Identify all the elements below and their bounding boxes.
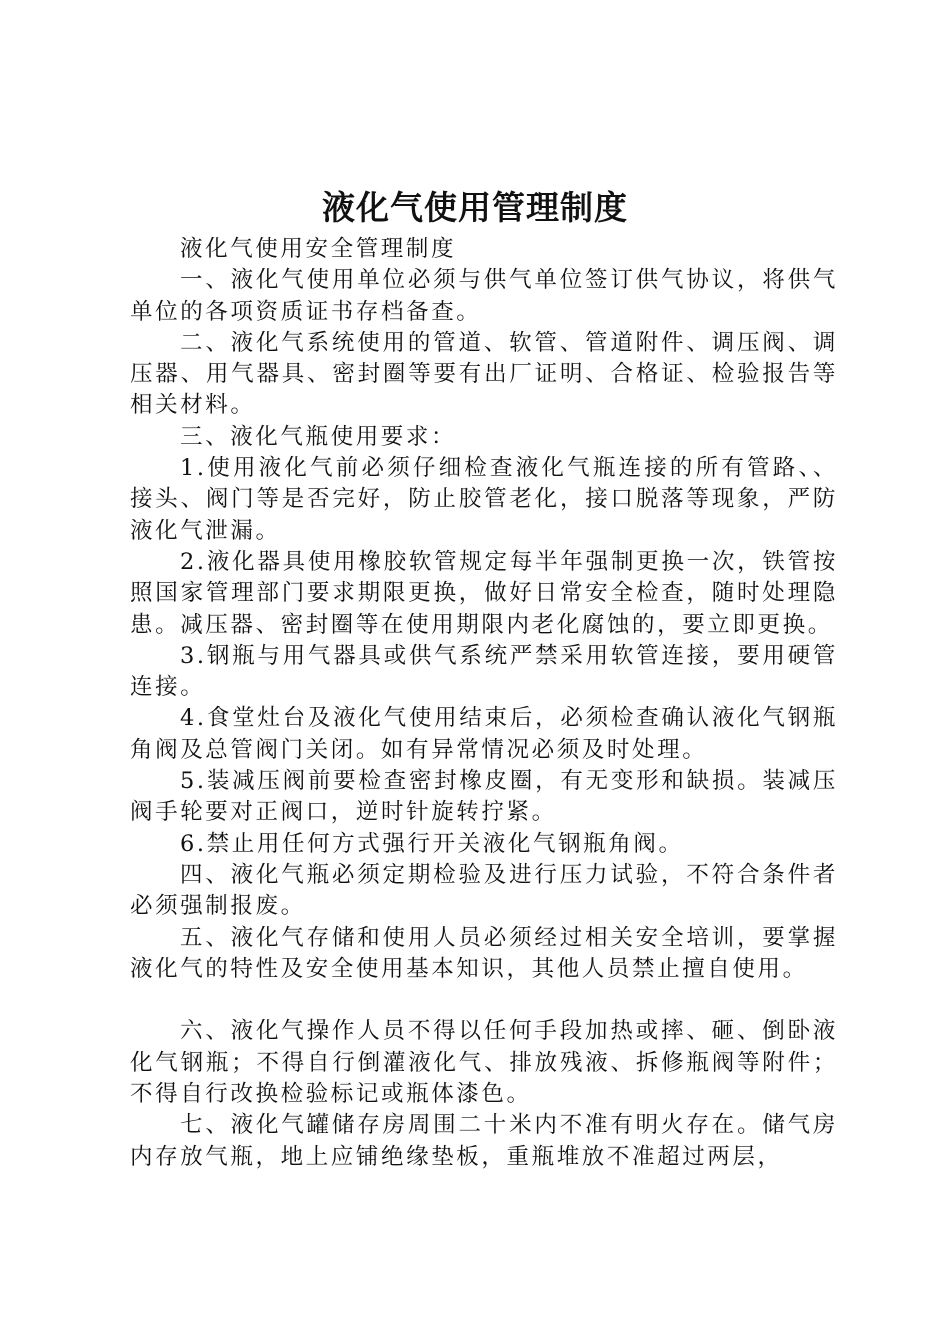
paragraph-4: 四、液化气瓶必须定期检验及进行压力试验，不符合条件者必须强制报废。: [130, 861, 838, 920]
paragraph-5: 五、液化气存储和使用人员必须经过相关安全培训，要掌握液化气的特性及安全使用基本知识，其他人员禁止擅自使用。: [130, 924, 838, 982]
paragraph-3-item-5: 5.装减压阀前要检查密封橡皮圈，有无变形和缺损。装减压阀手轮要对正阀口，逆时针旋转拧紧。: [130, 768, 838, 826]
paragraph-2: 二、液化气系统使用的管道、软管、管道附件、调压阀、调压器、用气器具、密封圈等要有出厂证明、合格证、检验报告等相关材料。: [130, 329, 838, 419]
blank-line: [130, 985, 838, 1016]
paragraph-3-item-6: 6.禁止用任何方式强行开关液化气钢瓶角阀。: [180, 830, 684, 857]
paragraph-3-item-1: 1.使用液化气前必须仔细检查液化气瓶连接的所有管路、、接头、阀门等是否完好，防止胶管老化，接口脱落等现象，严防液化气泄漏。: [130, 455, 838, 544]
paragraph-6: 六、液化气操作人员不得以任何手段加热或摔、砸、倒卧液化气钢瓶；不得自行倒灌液化气、排放残液、拆修瓶阀等附件；不得自行改换检验标记或瓶体漆色。: [130, 1018, 838, 1108]
document-title: 液化气使用管理制度: [322, 188, 628, 227]
paragraph-3: 三、液化气瓶使用要求：: [180, 423, 457, 450]
paragraph-3-item-2: 2.液化器具使用橡胶软管规定每半年强制更换一次，铁管按照国家管理部门要求期限更换，做好日常安全检查，随时处理隐患。减压器、密封圈等在使用期限内老化腐蚀的，要立即更换。: [130, 548, 838, 638]
document-body: [130, 234, 838, 1173]
document-subtitle: 液化气使用安全管理制度: [180, 236, 457, 262]
paragraph-1: 一、液化气使用单位必须与供气单位签订供气协议，将供气单位的各项资质证书存档备查。: [130, 267, 838, 325]
paragraph-3-item-4: 4.食堂灶台及液化气使用结束后，必须检查确认液化气钢瓶角阀及总管阀门关闭。如有异常情况必须及时处理。: [130, 705, 838, 763]
paragraph-7: 七、液化气罐储存房周围二十米内不准有明火存在。储气房内存放气瓶，地上应铺绝缘垫板，重瓶堆放不准超过两层，: [130, 1112, 838, 1170]
paragraph-3-item-3: 3.钢瓶与用气器具或供气系统严禁采用软管连接，要用硬管连接。: [130, 642, 838, 701]
